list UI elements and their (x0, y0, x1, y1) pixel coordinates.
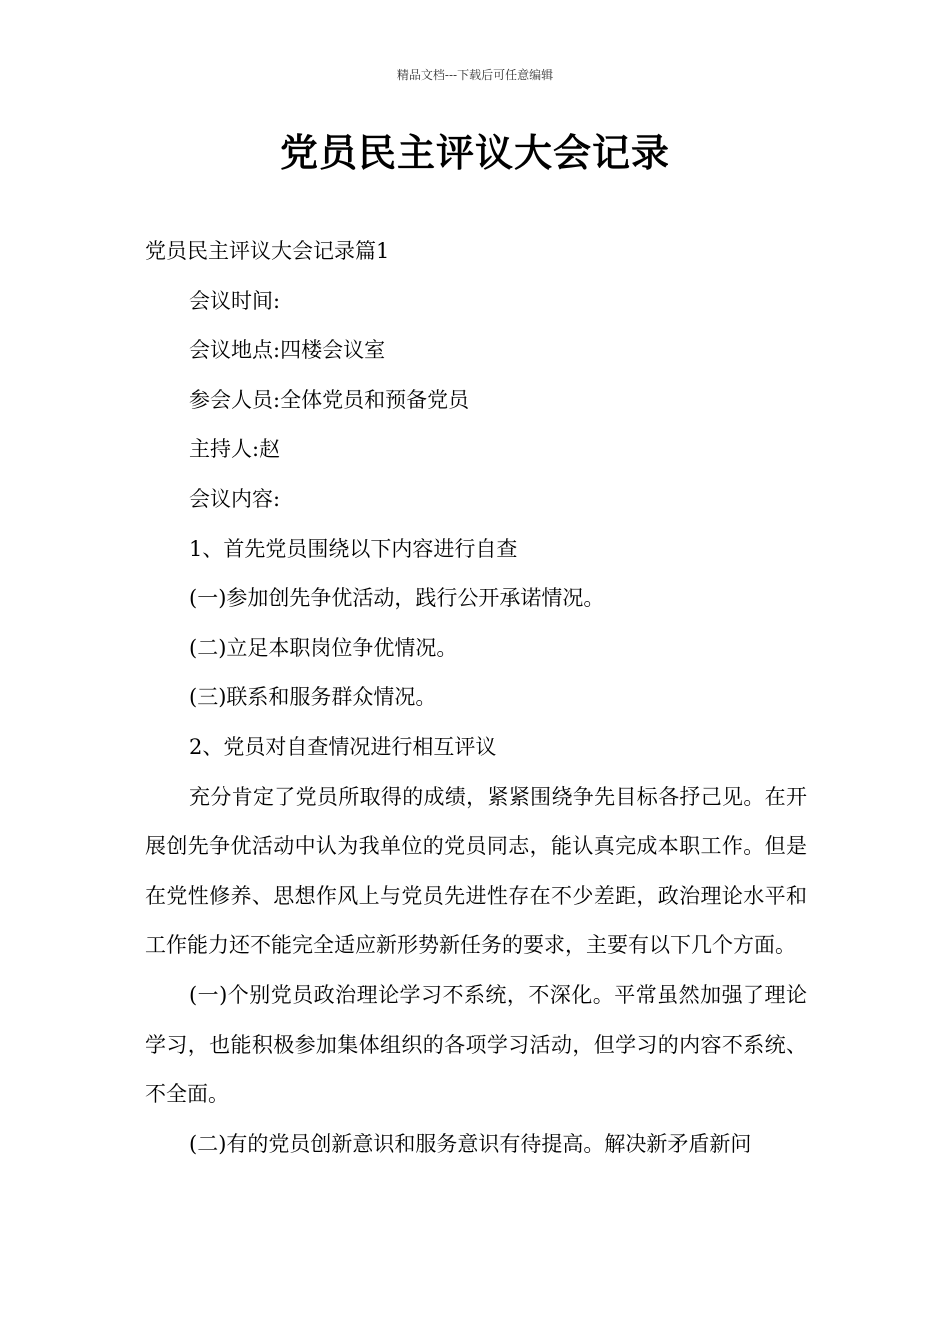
meeting-host: 主持人:赵 (189, 437, 281, 462)
item-1-heading: 1、首先党员围绕以下内容进行自查 (189, 536, 518, 561)
issue-1-paragraph: (一)个别党员政治理论学习不系统，不深化。平常虽然加强了理论学习，也能积极参加集体组织的各项学习活动，但学习的内容不系统、不全面。 (145, 982, 807, 1107)
item-1-point-3: (三)联系和服务群众情况。 (189, 685, 437, 710)
item-1-point-1: (一)参加创先争优活动，践行公开承诺情况。 (189, 586, 605, 611)
meeting-content-label: 会议内容: (189, 486, 281, 511)
item-1-point-2: (二)立足本职岗位争优情况。 (189, 635, 458, 660)
document-title: 党员民主评议大会记录 (279, 130, 670, 175)
meeting-attendees: 参会人员:全体党员和预备党员 (189, 387, 470, 412)
document-body (145, 227, 807, 1169)
meeting-time: 会议时间: (189, 288, 281, 313)
issue-2-paragraph: (二)有的党员创新意识和服务意识有待提高。解决新矛盾新问 (189, 1131, 752, 1156)
evaluation-paragraph: 充分肯定了党员所取得的成绩，紧紧围绕争先目标各抒己见。在开展创先争优活动中认为我单位的党员同志，能认真完成本职工作。但是在党性修养、思想作风上与党员先进性存在不少差距，政治理论水平和工作能力还不能完全适应新形势新任务的要求，主要有以下几个方面。 (145, 784, 807, 958)
section-heading: 党员民主评议大会记录篇1 (145, 239, 390, 263)
item-2-heading: 2、党员对自查情况进行相互评议 (189, 734, 497, 759)
header-note: 精品文档---下载后可任意编辑 (396, 68, 554, 82)
meeting-location: 会议地点:四楼会议室 (189, 338, 386, 363)
